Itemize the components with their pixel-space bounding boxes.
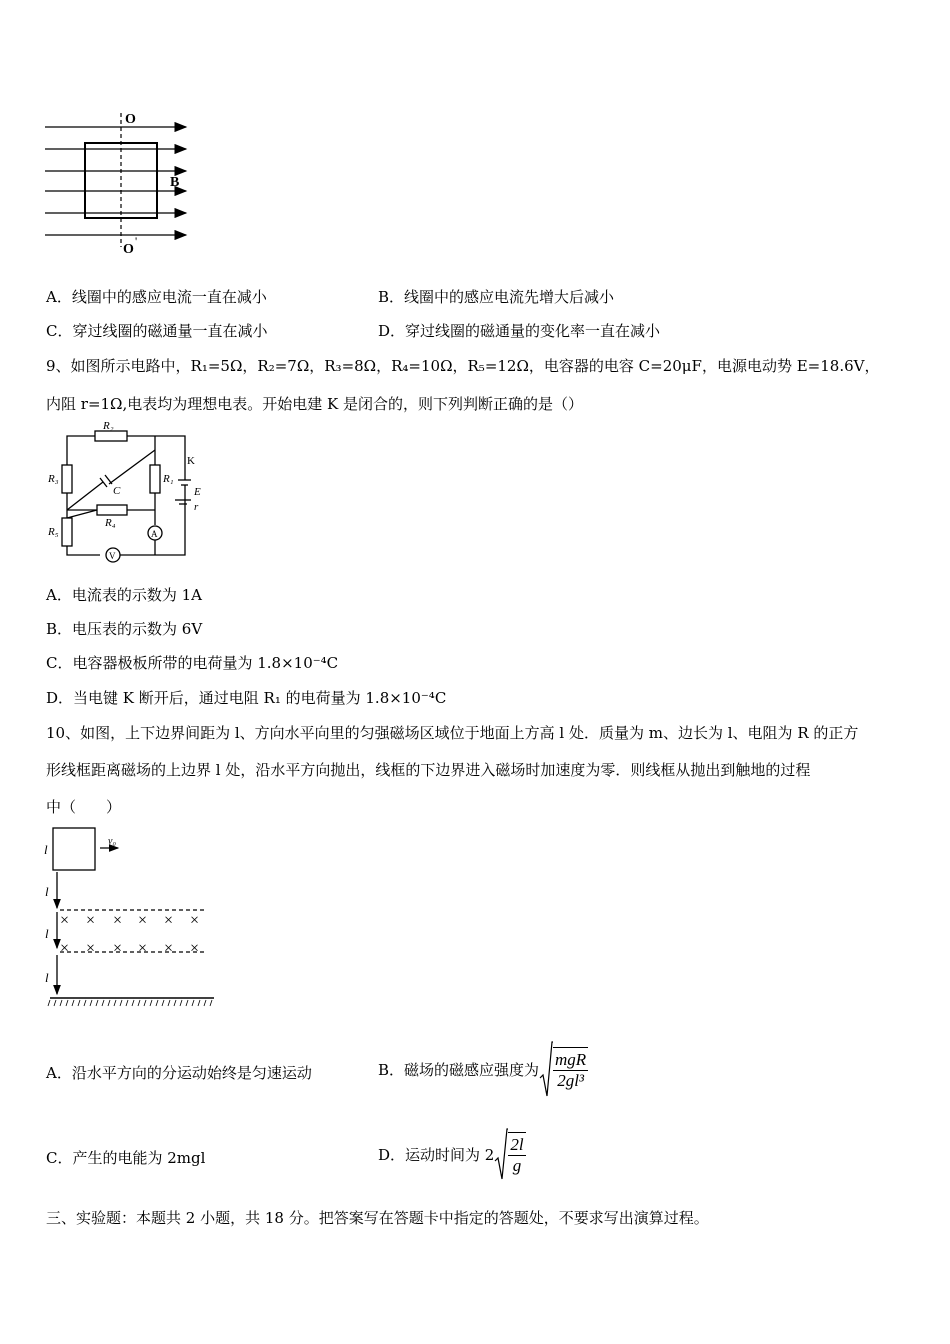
q8-label-b: B xyxy=(170,175,180,190)
q10-label-l-ground: l xyxy=(45,970,49,985)
q10-option-b-denominator: 2gl³ xyxy=(557,1071,585,1090)
field-cross: × xyxy=(86,912,96,929)
q10-stem-line3: 中（ ） xyxy=(46,798,122,816)
q8-figure xyxy=(40,105,210,265)
field-cross: × xyxy=(86,940,96,957)
field-cross: × xyxy=(60,912,70,929)
q10-label-l-field: l xyxy=(45,926,49,941)
q10-option-b-text: B．磁场的磁感应强度为 xyxy=(378,1060,540,1079)
q8-option-b: B．线圈中的感应电流先增大后减小 xyxy=(378,288,615,306)
q9-label-c: C xyxy=(113,485,121,497)
q9-circuit-figure xyxy=(45,420,215,565)
q9-voltmeter-label: V xyxy=(109,551,116,561)
q8-option-a: A．线圈中的感应电流一直在减小 xyxy=(46,288,267,306)
q10-option-d-denominator: g xyxy=(512,1156,522,1175)
q9-label-k: K xyxy=(187,455,195,467)
q9-label-r2: R₂ xyxy=(103,420,114,432)
q10-option-d-sqrt xyxy=(494,1127,525,1181)
q9-option-b: B．电压表的示数为 6V xyxy=(46,620,203,638)
field-cross: × xyxy=(113,940,123,957)
q10-stem-line2: 形线框距离磁场的上边界 l 处，沿水平方向抛出，线框的下边界进入磁场时加速度为零．则线框从抛出到触地的过程 xyxy=(46,761,811,779)
q10-option-b-sqrt xyxy=(539,1040,588,1098)
q8-option-d: D．穿过线圈的磁通量的变化率一直在减小 xyxy=(378,322,661,340)
q8-label-o-bottom: O xyxy=(123,242,134,257)
q9-ammeter-label: A xyxy=(151,529,158,539)
q10-option-d xyxy=(378,1124,526,1184)
q10-option-c: C．产生的电能为 2mgl xyxy=(46,1149,206,1167)
q10-label-l-gap: l xyxy=(45,884,49,899)
q9-option-c: C．电容器极板所带的电荷量为 1.8×10⁻⁴C xyxy=(46,654,339,672)
q10-stem-line1: 10、如图，上下边界间距为 l、方向水平向里的匀强磁场区域位于地面上方高 l 处．质量为 m、边长为 l、电阻为 R 的正方 xyxy=(46,724,859,742)
field-cross: × xyxy=(190,940,200,957)
q10-field-crosses xyxy=(60,912,199,957)
q9-label-r1: R₁ xyxy=(163,473,174,485)
field-cross: × xyxy=(138,940,148,957)
q10-label-v0: v₀ xyxy=(108,836,116,847)
section-3-heading: 三、实验题：本题共 2 小题，共 18 分。把答案写在答题卡中指定的答题处，不要求写出演算过程。 xyxy=(46,1209,709,1227)
q9-label-r: r xyxy=(194,501,199,513)
q9-label-r5: R₅ xyxy=(48,526,59,538)
field-cross: × xyxy=(138,912,148,929)
q9-label-r3: R₃ xyxy=(48,473,59,485)
q10-figure xyxy=(40,822,220,1014)
q8-label-o-top: O xyxy=(125,112,136,127)
q8-option-c: C．穿过线圈的磁通量一直在减小 xyxy=(46,322,268,340)
q10-option-d-numerator: 2l xyxy=(510,1135,524,1154)
field-cross: × xyxy=(60,940,70,957)
q10-option-b-numerator: mgR xyxy=(555,1050,587,1069)
q9-stem-line2: 内阻 r=1Ω,电表均为理想电表。开始电建 K 是闭合的，则下列判断正确的是（） xyxy=(46,395,584,413)
q9-option-a: A．电流表的示数为 1A xyxy=(46,586,202,604)
field-cross: × xyxy=(164,940,174,957)
q8-label-prime: ' xyxy=(135,234,138,248)
q9-option-d: D．当电键 K 断开后，通过电阻 R₁ 的电荷量为 1.8×10⁻⁴C xyxy=(46,689,447,707)
field-cross: × xyxy=(113,912,123,929)
q10-label-l-frame: l xyxy=(44,842,48,857)
q10-option-a: A．沿水平方向的分运动始终是匀速运动 xyxy=(46,1064,312,1082)
q10-option-b xyxy=(378,1038,588,1100)
q9-label-r4: R₄ xyxy=(105,517,116,529)
q10-option-d-text: D．运动时间为 2 xyxy=(378,1145,495,1164)
q9-stem-line1: 9、如图所示电路中，R₁=5Ω，R₂=7Ω，R₃=8Ω，R₄=10Ω，R₅=12Ω，电容器的电容 C=20μF，电源电动势 E=18.6V， xyxy=(46,357,880,375)
field-cross: × xyxy=(190,912,200,929)
q9-label-e: E xyxy=(194,486,201,498)
field-cross: × xyxy=(164,912,174,929)
